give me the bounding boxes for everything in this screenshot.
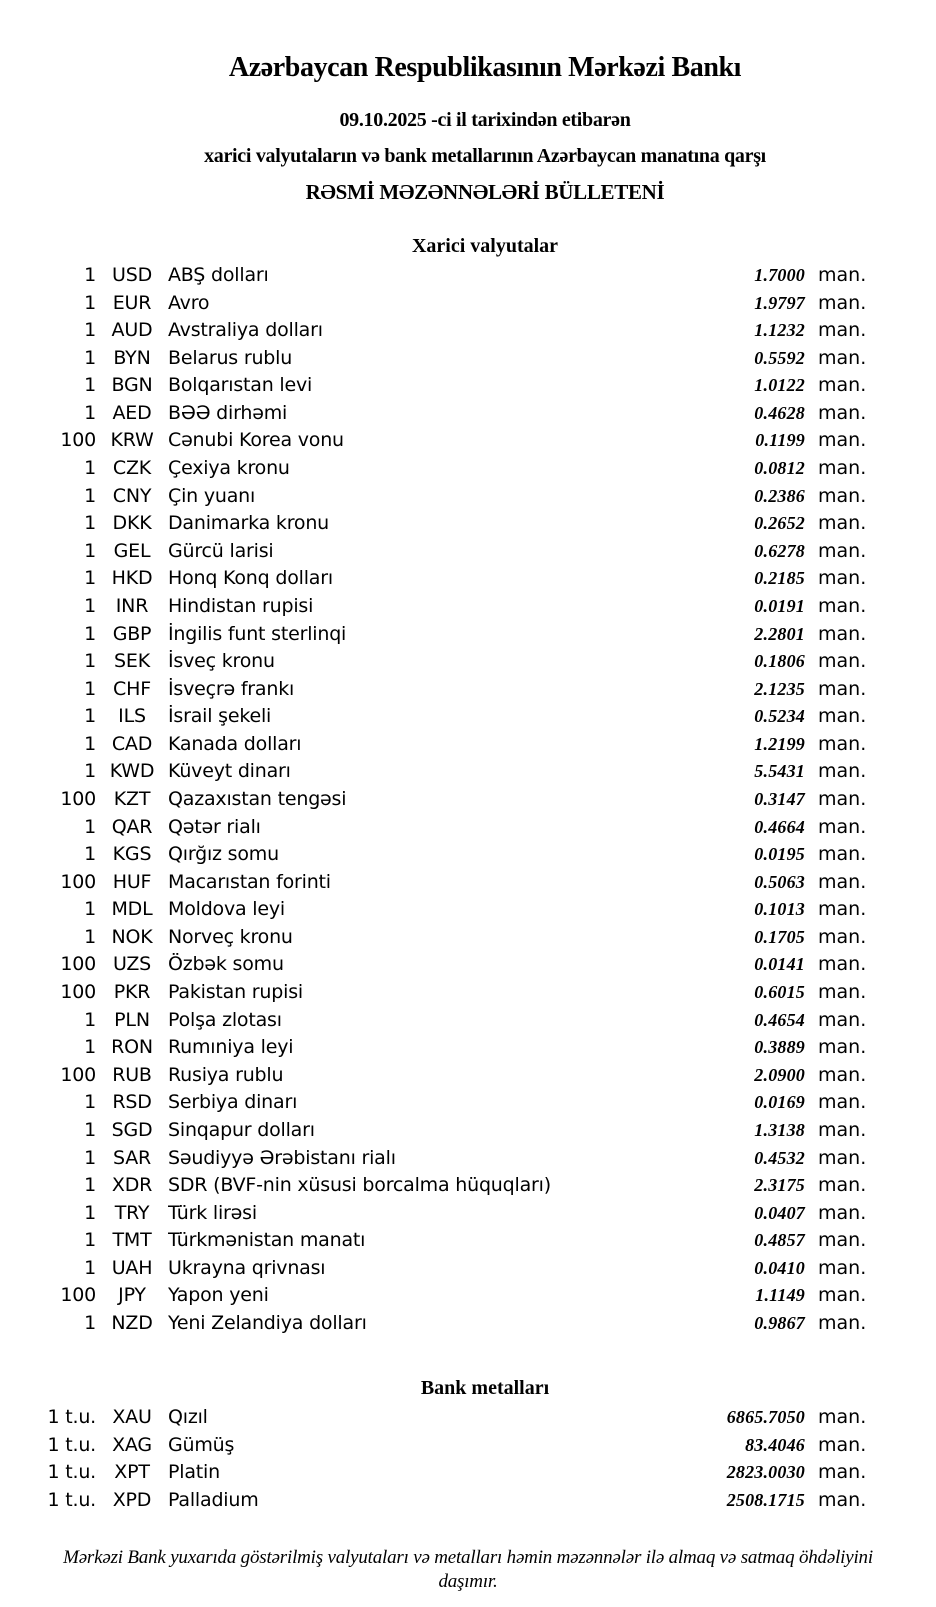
table-row bbox=[0, 1145, 878, 1173]
unit-label: man. bbox=[818, 815, 867, 838]
effective-date: 09.10.2025 -ci il tarixindən etibarən bbox=[339, 109, 631, 131]
exchange-rate: 1.1232 bbox=[754, 320, 805, 341]
quantity-value: 1 bbox=[84, 264, 96, 286]
table-row bbox=[0, 1089, 878, 1117]
currency-code: TMT bbox=[112, 1229, 152, 1252]
currency-name: Rusiya rublu bbox=[168, 1063, 284, 1086]
exchange-rate: 1.0122 bbox=[754, 375, 805, 396]
bulletin-title: RƏSMİ MƏZƏNNƏLƏRİ BÜLLETENİ bbox=[305, 180, 665, 204]
currency-name: Polşa zlotası bbox=[168, 1008, 282, 1031]
quantity-value: 1 bbox=[84, 705, 96, 728]
currency-code: JPY bbox=[118, 1284, 146, 1307]
currency-name: Qazaxıstan tengəsi bbox=[168, 787, 347, 810]
currency-name: Yapon yeni bbox=[168, 1284, 269, 1307]
currency-name: ABŞ dolları bbox=[168, 264, 269, 286]
unit-label: man. bbox=[818, 291, 867, 314]
currency-name: Çexiya kronu bbox=[168, 457, 290, 480]
currency-code: CNY bbox=[112, 484, 152, 507]
foreign-currencies-heading: Xarici valyutalar bbox=[411, 235, 559, 257]
quantity-value: 1 bbox=[84, 1201, 96, 1224]
quantity-value: 1 bbox=[84, 484, 96, 507]
unit-label: man. bbox=[818, 1488, 867, 1511]
currency-code: GBP bbox=[112, 622, 152, 645]
table-row bbox=[0, 483, 878, 511]
currency-name: Hindistan rupisi bbox=[168, 594, 314, 617]
quantity-value: 100 bbox=[60, 953, 96, 976]
unit-label: man. bbox=[818, 677, 867, 700]
unit-label: man. bbox=[818, 1461, 867, 1484]
currency-name: Türkmənistan manatı bbox=[168, 1229, 366, 1252]
currency-code: SEK bbox=[114, 650, 150, 673]
currency-code: RUB bbox=[112, 1063, 152, 1086]
quantity-value: 1 bbox=[84, 650, 96, 673]
quantity-value: 1 t.u. bbox=[47, 1433, 96, 1456]
page-title: Azərbaycan Respublikasının Mərkəzi Bankı bbox=[228, 52, 742, 83]
quantity-value: 1 bbox=[84, 622, 96, 645]
unit-label: man. bbox=[818, 1256, 867, 1279]
exchange-rate: 2823.0030 bbox=[726, 1462, 805, 1483]
currency-name: Qətər rialı bbox=[168, 815, 261, 838]
table-row bbox=[0, 731, 878, 759]
unit-label: man. bbox=[818, 1311, 867, 1334]
quantity-value: 1 bbox=[84, 1091, 96, 1114]
unit-label: man. bbox=[818, 843, 867, 866]
currency-code: XAU bbox=[112, 1406, 152, 1428]
quantity-value: 100 bbox=[60, 429, 96, 452]
exchange-rate: 2.3175 bbox=[754, 1175, 805, 1196]
table-row bbox=[0, 565, 878, 593]
quantity-value: 1 bbox=[84, 346, 96, 369]
table-row bbox=[0, 896, 878, 924]
currency-code: CAD bbox=[111, 732, 153, 755]
exchange-rate: 0.9867 bbox=[754, 1312, 805, 1333]
exchange-rate: 0.1013 bbox=[754, 899, 805, 920]
exchange-rate: 0.4857 bbox=[754, 1230, 805, 1251]
unit-label: man. bbox=[818, 429, 867, 452]
currency-name: Çin yuanı bbox=[168, 484, 256, 507]
currency-name: Gürcü larisi bbox=[168, 539, 274, 562]
quantity-value: 1 bbox=[84, 374, 96, 397]
exchange-rate: 0.0191 bbox=[754, 595, 805, 616]
table-row bbox=[0, 1007, 878, 1035]
table-row bbox=[0, 979, 878, 1007]
currency-code: BGN bbox=[111, 374, 153, 397]
currency-code: MDL bbox=[111, 898, 153, 921]
currency-code: RSD bbox=[112, 1091, 152, 1114]
unit-label: man. bbox=[818, 870, 867, 893]
currency-code: NOK bbox=[111, 925, 153, 948]
table-row bbox=[0, 1200, 878, 1228]
table-row bbox=[0, 1487, 878, 1515]
currency-code: ILS bbox=[118, 705, 146, 728]
unit-label: man. bbox=[818, 1036, 867, 1059]
exchange-rate: 0.2386 bbox=[754, 485, 805, 506]
quantity-value: 1 bbox=[84, 319, 96, 342]
unit-label: man. bbox=[818, 1201, 867, 1224]
currency-code: QAR bbox=[111, 815, 153, 838]
exchange-rate: 2508.1715 bbox=[726, 1489, 805, 1510]
quantity-value: 1 bbox=[84, 1118, 96, 1141]
currency-code: GEL bbox=[113, 539, 151, 562]
currency-name: Ukrayna qrivnası bbox=[168, 1256, 326, 1279]
quantity-value: 1 bbox=[84, 843, 96, 866]
unit-label: man. bbox=[818, 1146, 867, 1169]
quantity-value: 1 bbox=[84, 1229, 96, 1252]
currency-code: AUD bbox=[111, 319, 153, 342]
currency-code: EUR bbox=[112, 291, 152, 314]
table-row bbox=[0, 703, 878, 731]
quantity-value: 1 bbox=[84, 1256, 96, 1279]
currency-name: SDR (BVF-nin xüsusi borcalma hüquqları) bbox=[168, 1174, 551, 1197]
currency-name: Platin bbox=[168, 1461, 220, 1484]
unit-label: man. bbox=[818, 1063, 867, 1086]
table-row bbox=[0, 648, 878, 676]
currency-name: Qırğız somu bbox=[168, 843, 279, 866]
currency-name: İngilis funt sterlinqi bbox=[168, 622, 347, 645]
currency-code: PLN bbox=[114, 1008, 150, 1031]
table-row bbox=[0, 676, 878, 704]
table-row bbox=[0, 1282, 878, 1310]
currency-code: CZK bbox=[112, 457, 152, 480]
currency-name: Sinqapur dolları bbox=[168, 1118, 315, 1141]
quantity-value: 1 bbox=[84, 539, 96, 562]
subtitle: xarici valyutaların və bank metallarının Azərbaycan manatına qarşı bbox=[204, 145, 766, 167]
unit-label: man. bbox=[818, 567, 867, 590]
currency-code: XAG bbox=[112, 1433, 152, 1456]
table-row bbox=[0, 510, 878, 538]
currency-code: INR bbox=[115, 594, 149, 617]
quantity-value: 1 bbox=[84, 594, 96, 617]
exchange-rate: 0.1199 bbox=[755, 430, 805, 451]
unit-label: man. bbox=[818, 787, 867, 810]
exchange-rate: 0.6278 bbox=[754, 540, 805, 561]
table-row bbox=[0, 1404, 878, 1432]
table-row bbox=[0, 317, 878, 345]
currency-name: Macarıstan forinti bbox=[168, 870, 331, 893]
unit-label: man. bbox=[818, 732, 867, 755]
currency-code: AED bbox=[112, 401, 152, 424]
quantity-value: 1 bbox=[84, 815, 96, 838]
quantity-value: 1 bbox=[84, 1146, 96, 1169]
foreign-currencies-table bbox=[0, 262, 878, 1338]
currency-code: HKD bbox=[111, 567, 153, 590]
currency-name: Yeni Zelandiya dolları bbox=[168, 1311, 367, 1334]
exchange-rate: 0.3147 bbox=[754, 788, 805, 809]
unit-label: man. bbox=[818, 1406, 867, 1428]
table-row bbox=[0, 1034, 878, 1062]
unit-label: man. bbox=[818, 1229, 867, 1252]
quantity-value: 1 t.u. bbox=[47, 1488, 96, 1511]
unit-label: man. bbox=[818, 319, 867, 342]
table-row bbox=[0, 1227, 878, 1255]
quantity-value: 1 bbox=[84, 732, 96, 755]
currency-name: Pakistan rupisi bbox=[168, 981, 303, 1004]
currency-code: XPD bbox=[112, 1488, 152, 1511]
table-row bbox=[0, 814, 878, 842]
unit-label: man. bbox=[818, 760, 867, 783]
currency-name: Rumıniya leyi bbox=[168, 1036, 294, 1059]
exchange-rate: 2.2801 bbox=[754, 623, 805, 644]
table-row bbox=[0, 372, 878, 400]
currency-code: CHF bbox=[113, 677, 151, 700]
table-row bbox=[0, 290, 878, 318]
bank-metals-table bbox=[0, 1404, 878, 1514]
table-row bbox=[0, 924, 878, 952]
quantity-value: 1 bbox=[84, 457, 96, 480]
unit-label: man. bbox=[818, 705, 867, 728]
exchange-rate: 0.0410 bbox=[754, 1257, 805, 1278]
currency-code: NZD bbox=[111, 1311, 153, 1334]
currency-code: SGD bbox=[111, 1118, 153, 1141]
currency-code: HUF bbox=[112, 870, 152, 893]
currency-code: TRY bbox=[114, 1201, 150, 1224]
unit-label: man. bbox=[818, 1118, 867, 1141]
quantity-value: 1 bbox=[84, 1174, 96, 1197]
currency-name: Moldova leyi bbox=[168, 898, 285, 921]
exchange-rate: 5.5431 bbox=[754, 761, 805, 782]
unit-label: man. bbox=[818, 264, 867, 286]
table-row bbox=[0, 427, 878, 455]
quantity-value: 1 bbox=[84, 291, 96, 314]
currency-name: Səudiyyə Ərəbistanı rialı bbox=[168, 1146, 396, 1169]
obligation-note: Mərkəzi Bank yuxarıda göstərilmiş valyutaları və metalları həmin məzənnələr ilə almaq və satmaq öhdəliyini daşımır. bbox=[63, 1547, 873, 1592]
table-row bbox=[0, 345, 878, 373]
table-row bbox=[0, 1459, 878, 1487]
unit-label: man. bbox=[818, 650, 867, 673]
quantity-value: 1 bbox=[84, 1036, 96, 1059]
currency-code: SAR bbox=[112, 1146, 151, 1169]
exchange-rate: 2.0900 bbox=[754, 1064, 805, 1085]
currency-code: DKK bbox=[112, 512, 152, 535]
quantity-value: 1 bbox=[84, 925, 96, 948]
currency-name: Honq Konq dolları bbox=[168, 567, 333, 590]
currency-code: XDR bbox=[111, 1174, 153, 1197]
quantity-value: 1 bbox=[84, 512, 96, 535]
quantity-value: 100 bbox=[60, 1284, 96, 1307]
exchange-rate: 0.0195 bbox=[754, 844, 805, 865]
exchange-rate: 0.5234 bbox=[754, 706, 805, 727]
table-row bbox=[0, 841, 878, 869]
currency-name: Avstraliya dolları bbox=[168, 319, 323, 342]
exchange-rate: 6865.7050 bbox=[726, 1407, 805, 1427]
currency-name: BƏƏ dirhəmi bbox=[168, 401, 288, 424]
quantity-value: 1 bbox=[84, 677, 96, 700]
exchange-rate: 0.6015 bbox=[754, 982, 805, 1003]
quantity-value: 1 bbox=[84, 760, 96, 783]
unit-label: man. bbox=[818, 925, 867, 948]
exchange-rate: 0.4664 bbox=[754, 816, 805, 837]
exchange-rate: 0.0141 bbox=[754, 954, 805, 975]
quantity-value: 1 bbox=[84, 401, 96, 424]
unit-label: man. bbox=[818, 484, 867, 507]
unit-label: man. bbox=[818, 622, 867, 645]
currency-code: BYN bbox=[113, 346, 151, 369]
exchange-rate: 83.4046 bbox=[745, 1434, 805, 1455]
unit-label: man. bbox=[818, 1008, 867, 1031]
currency-name: İsveçrə frankı bbox=[168, 677, 295, 700]
table-row bbox=[0, 593, 878, 621]
currency-name: Qızıl bbox=[168, 1406, 208, 1428]
unit-label: man. bbox=[818, 1433, 867, 1456]
exchange-rate: 1.3138 bbox=[754, 1119, 805, 1140]
exchange-rate: 0.2652 bbox=[754, 513, 805, 534]
currency-name: Küveyt dinarı bbox=[168, 760, 291, 783]
exchange-rate: 0.0812 bbox=[754, 458, 805, 479]
unit-label: man. bbox=[818, 898, 867, 921]
table-row bbox=[0, 621, 878, 649]
exchange-rate: 0.4654 bbox=[754, 1009, 805, 1030]
currency-code: UZS bbox=[112, 953, 152, 976]
currency-name: Serbiya dinarı bbox=[168, 1091, 298, 1114]
table-row bbox=[0, 1432, 878, 1460]
currency-name: Cənubi Korea vonu bbox=[168, 429, 344, 452]
table-row bbox=[0, 262, 878, 290]
quantity-value: 1 t.u. bbox=[47, 1406, 96, 1428]
table-row bbox=[0, 786, 878, 814]
exchange-rate: 0.0407 bbox=[754, 1202, 805, 1223]
currency-code: PKR bbox=[113, 981, 151, 1004]
quantity-value: 1 bbox=[84, 1008, 96, 1031]
exchange-rate: 1.7000 bbox=[754, 265, 805, 285]
currency-name: İsrail şekeli bbox=[168, 705, 272, 728]
currency-name: Belarus rublu bbox=[168, 346, 293, 369]
unit-label: man. bbox=[818, 512, 867, 535]
currency-name: Danimarka kronu bbox=[168, 512, 330, 535]
table-row bbox=[0, 1310, 878, 1338]
quantity-value: 100 bbox=[60, 787, 96, 810]
exchange-rate: 1.9797 bbox=[754, 292, 805, 313]
unit-label: man. bbox=[818, 1091, 867, 1114]
unit-label: man. bbox=[818, 1284, 867, 1307]
table-row bbox=[0, 400, 878, 428]
currency-name: Avro bbox=[168, 291, 210, 314]
exchange-rate: 2.1235 bbox=[754, 678, 805, 699]
unit-label: man. bbox=[818, 457, 867, 480]
table-row bbox=[0, 1062, 878, 1090]
unit-label: man. bbox=[818, 401, 867, 424]
table-row bbox=[0, 538, 878, 566]
currency-name: Kanada dolları bbox=[168, 732, 302, 755]
table-row bbox=[0, 1117, 878, 1145]
currency-name: Gümüş bbox=[168, 1433, 235, 1456]
currency-name: Bolqarıstan levi bbox=[168, 374, 313, 397]
unit-label: man. bbox=[818, 1174, 867, 1197]
table-row bbox=[0, 951, 878, 979]
currency-name: Palladium bbox=[168, 1488, 259, 1511]
unit-label: man. bbox=[818, 346, 867, 369]
exchange-rate: 0.2185 bbox=[754, 568, 805, 589]
exchange-rate: 0.3889 bbox=[754, 1037, 805, 1058]
quantity-value: 1 bbox=[84, 567, 96, 590]
table-row bbox=[0, 758, 878, 786]
document-header bbox=[46, 52, 924, 204]
exchange-rate: 0.4532 bbox=[754, 1147, 805, 1168]
currency-code: XPT bbox=[114, 1461, 150, 1484]
currency-name: Türk lirəsi bbox=[168, 1201, 257, 1224]
currency-name: Özbək somu bbox=[168, 953, 284, 976]
unit-label: man. bbox=[818, 953, 867, 976]
quantity-value: 100 bbox=[60, 981, 96, 1004]
unit-label: man. bbox=[818, 374, 867, 397]
currency-code: KGS bbox=[112, 843, 152, 866]
exchange-rate: 0.0169 bbox=[754, 1092, 805, 1113]
table-row bbox=[0, 869, 878, 897]
quantity-value: 1 bbox=[84, 1311, 96, 1334]
exchange-rate: 0.4628 bbox=[754, 402, 805, 423]
currency-code: UAH bbox=[111, 1256, 153, 1279]
currency-code: KWD bbox=[109, 760, 155, 783]
currency-code: KRW bbox=[110, 429, 154, 452]
quantity-value: 100 bbox=[60, 1063, 96, 1086]
exchange-rate: 0.5592 bbox=[754, 347, 805, 368]
currency-name: Norveç kronu bbox=[168, 925, 293, 948]
currency-code: KZT bbox=[113, 787, 151, 810]
exchange-rate: 1.2199 bbox=[754, 733, 805, 754]
exchange-rate: 1.1149 bbox=[755, 1285, 805, 1306]
quantity-value: 100 bbox=[60, 870, 96, 893]
exchange-rate: 0.5063 bbox=[754, 871, 805, 892]
table-row bbox=[0, 1255, 878, 1283]
unit-label: man. bbox=[818, 594, 867, 617]
currency-code: RON bbox=[111, 1036, 153, 1059]
table-row bbox=[0, 455, 878, 483]
currency-code: USD bbox=[112, 264, 152, 286]
unit-label: man. bbox=[818, 539, 867, 562]
exchange-rate: 0.1806 bbox=[754, 651, 805, 672]
table-row bbox=[0, 1172, 878, 1200]
bank-metals-heading: Bank metalları bbox=[420, 1377, 550, 1399]
quantity-value: 1 t.u. bbox=[47, 1461, 96, 1484]
quantity-value: 1 bbox=[84, 898, 96, 921]
currency-name: İsveç kronu bbox=[168, 650, 275, 673]
exchange-rate: 0.1705 bbox=[754, 926, 805, 947]
unit-label: man. bbox=[818, 981, 867, 1004]
